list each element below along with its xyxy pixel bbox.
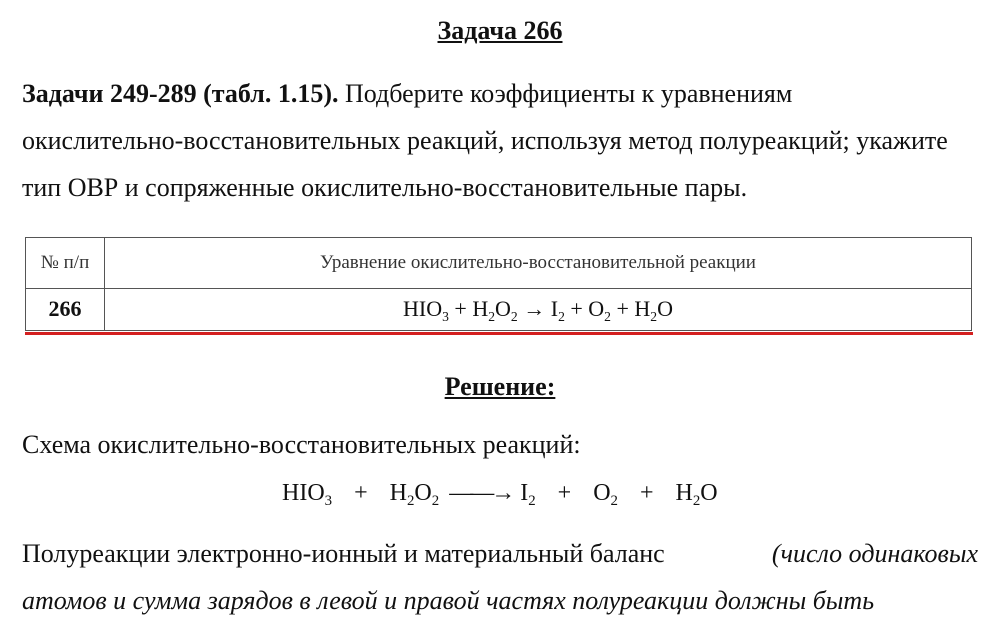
task-line-1-rest: Подберите коэффициенты к уравнениям — [344, 79, 793, 108]
task-line-3: тип ОВР и сопряженные окислительно-восстановительные пары. — [22, 173, 748, 202]
row-number: 266 — [26, 288, 105, 330]
half-line-2: атомов и сумма зарядов в левой и правой частях полуреакции должны быть — [22, 586, 875, 615]
half-italic-text: (число одинаковых — [771, 539, 978, 568]
header-equation: Уравнение окислительно-восстановительной реакции — [320, 252, 756, 273]
scheme-text: Схема окислительно-восстановительных реакций: — [22, 430, 581, 459]
task-reference: Задачи 249-289 (табл. 1.15). — [22, 79, 339, 108]
table-header-row — [26, 238, 971, 289]
solution-heading: Решение: — [444, 372, 556, 401]
half-normal-text: Полуреакции электронно-ионный и материальный баланс — [22, 539, 665, 568]
half-reactions-paragraph — [22, 530, 978, 624]
reaction-table — [25, 237, 972, 331]
task-statement — [22, 70, 978, 211]
table-row — [26, 288, 971, 330]
scheme-equation: $HIO_3 + H_2O_2$ ——→ $I_2 + O_2 + H_2O$ — [282, 480, 718, 510]
half-line-1 — [22, 530, 978, 577]
row-equation: $HIO_3 + H_2O_2 \to I_2 + O_2 + H_2O$ — [403, 296, 673, 324]
task-line-2: окислительно-восстановительных реакций, используя метод полуреакций; укажите — [22, 126, 948, 155]
page-title: Задача 266 — [437, 16, 563, 45]
header-number: № п/п — [26, 238, 105, 288]
red-underline — [25, 332, 973, 335]
task-line-1 — [22, 70, 978, 117]
